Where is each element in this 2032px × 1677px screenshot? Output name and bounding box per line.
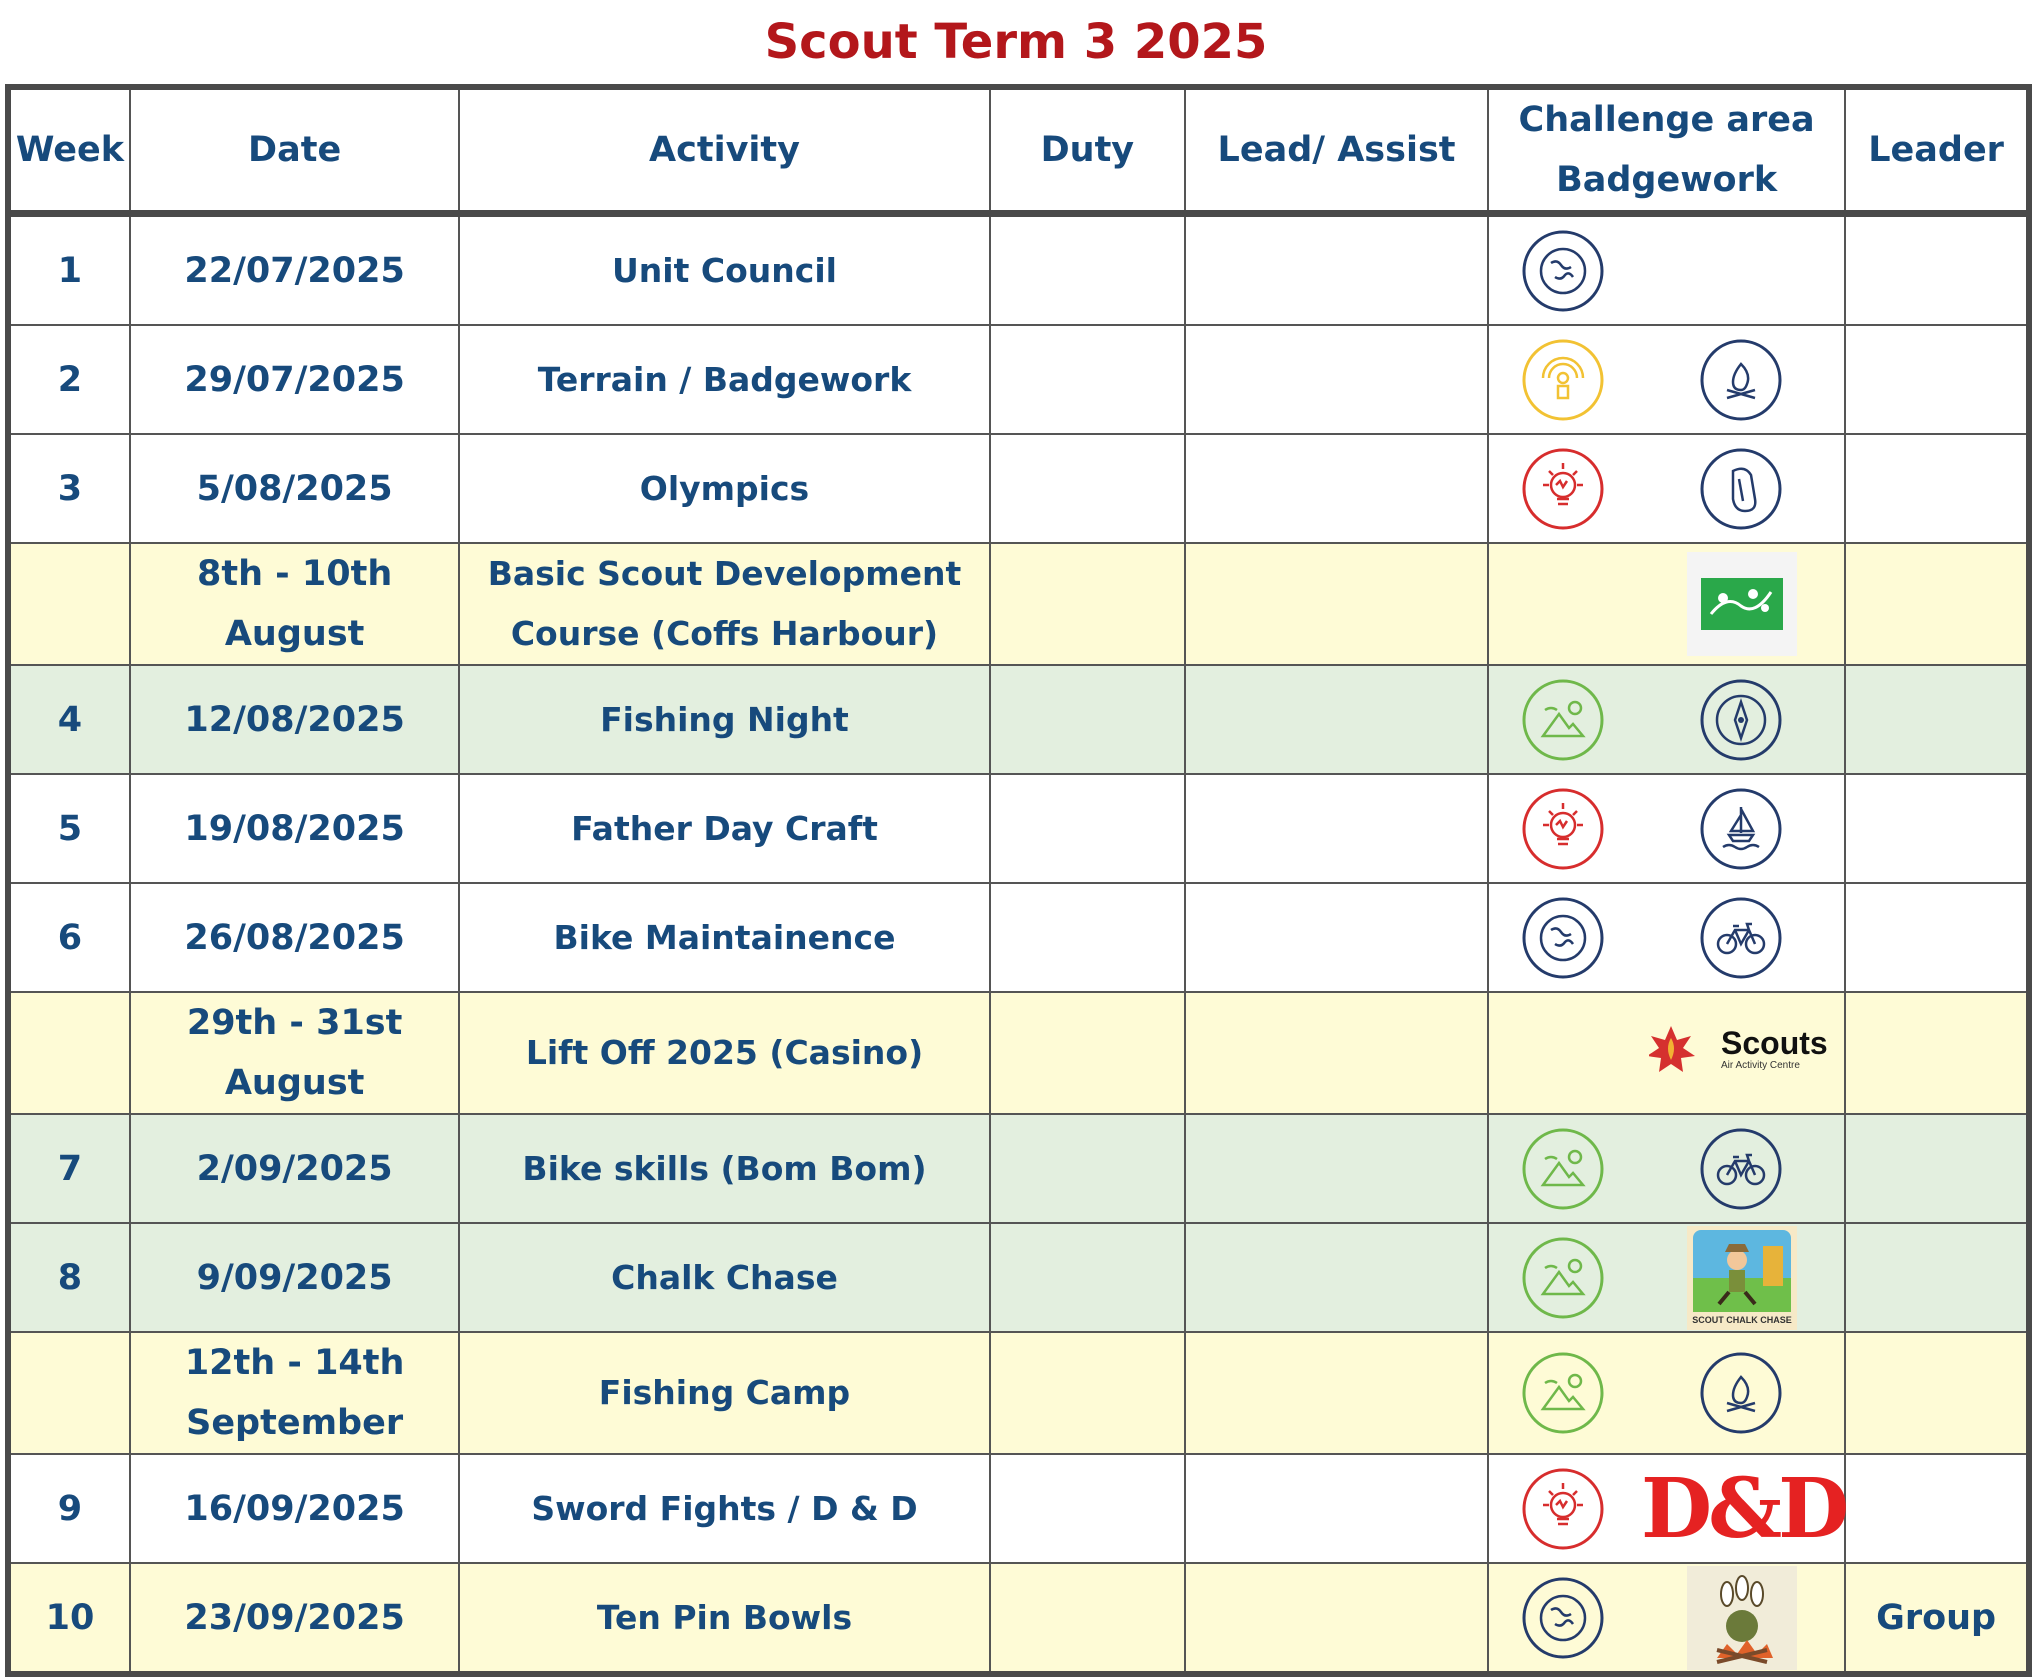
challenge-badge-cell [1488, 774, 1845, 883]
week-cell [8, 992, 130, 1114]
activity-cell-text: Bike Maintainence [553, 917, 896, 957]
badge-slot-1 [1521, 1467, 1605, 1551]
duty-cell [990, 1332, 1185, 1454]
date-cell [130, 1223, 459, 1332]
week-cell-text: 3 [57, 468, 83, 509]
week-cell [8, 543, 130, 665]
outdoors-mountain-icon [1521, 1236, 1605, 1320]
badge-slot-1 [1521, 1576, 1605, 1660]
date-cell [130, 543, 459, 665]
week-cell-text: 1 [57, 250, 83, 291]
lead-assist-cell [1185, 1114, 1488, 1223]
badge-slot-2 [1699, 447, 1783, 531]
table-row [8, 1563, 2029, 1674]
week-cell [8, 1223, 130, 1332]
outdoors-mountain-icon [1521, 1351, 1605, 1435]
badge-slot-2 [1699, 1127, 1783, 1211]
challenge-badge-cell [1488, 1563, 1845, 1674]
badge-slot-1 [1521, 1351, 1605, 1435]
table-row [8, 434, 2029, 543]
leader-cell [1845, 543, 2029, 665]
activity-cell-text: Father Day Craft [571, 808, 878, 848]
scouts-logo-subtext: Air Activity Centre [1721, 1060, 1800, 1071]
badge-slot-2 [1699, 678, 1783, 762]
badge-slot-1 [1521, 1127, 1605, 1211]
table-row [8, 1454, 2029, 1563]
date-cell [130, 434, 459, 543]
date-cell [130, 665, 459, 774]
badge-slot-1 [1521, 787, 1605, 871]
badge-group [1489, 666, 1844, 773]
duty-cell [990, 992, 1185, 1114]
week-cell [8, 1563, 130, 1674]
week-cell-text: 8 [57, 1257, 83, 1298]
activity-cell [459, 1454, 989, 1563]
green-flag-logo [1687, 552, 1797, 656]
header-duty: Duty [990, 87, 1185, 214]
table-row [8, 992, 2029, 1114]
week-cell [8, 434, 130, 543]
activity-cell-text: Sword Fights / D & D [531, 1488, 918, 1528]
lead-assist-cell [1185, 543, 1488, 665]
date-cell [130, 774, 459, 883]
table-row [8, 774, 2029, 883]
header-activity: Activity [459, 87, 989, 214]
table-row [8, 1223, 2029, 1332]
community-icon [1521, 896, 1605, 980]
week-cell [8, 1114, 130, 1223]
badge-slot-1 [1521, 229, 1605, 313]
personal-growth-icon [1521, 338, 1605, 422]
date-cell [130, 1114, 459, 1223]
badge-slot-1 [1521, 896, 1605, 980]
activity-cell-text: Fishing Night [600, 699, 849, 739]
activity-cell-text: Fishing Camp [598, 1373, 851, 1412]
badge-group [1489, 326, 1844, 433]
badge-slot-1 [1521, 338, 1605, 422]
badge-group [1489, 1455, 1844, 1562]
lead-assist-cell [1185, 214, 1488, 326]
date-cell-text: 2/09/2025 [196, 1148, 393, 1189]
date-cell [130, 214, 459, 326]
activity-cell [459, 214, 989, 326]
activity-cell-text: Bike skills (Bom Bom) [522, 1148, 927, 1188]
activity-cell [459, 434, 989, 543]
table-row [8, 325, 2029, 434]
duty-cell [990, 1114, 1185, 1223]
week-cell [8, 214, 130, 326]
campfire-icon [1699, 338, 1783, 422]
challenge-badge-cell [1488, 434, 1845, 543]
challenge-badge-cell [1488, 1332, 1845, 1454]
activity-cell [459, 1223, 989, 1332]
badge-group [1489, 217, 1844, 324]
sailboat-icon [1699, 787, 1783, 871]
outdoors-mountain-icon [1521, 1127, 1605, 1211]
leader-cell [1845, 774, 2029, 883]
leader-cell [1845, 1114, 2029, 1223]
bicycle-icon [1699, 1127, 1783, 1211]
activity-cell-text: Olympics [639, 468, 810, 508]
date-cell-text: 5/08/2025 [196, 468, 393, 509]
activity-cell-text: Chalk Chase [611, 1257, 838, 1297]
duty-cell [990, 1563, 1185, 1674]
date-cell-text: 9/09/2025 [196, 1257, 393, 1298]
date-cell-text: 23/09/2025 [184, 1597, 405, 1638]
week-cell [8, 883, 130, 992]
duty-cell [990, 883, 1185, 992]
outdoors-mountain-icon [1521, 678, 1605, 762]
challenge-badge-cell [1488, 1114, 1845, 1223]
duty-cell [990, 665, 1185, 774]
week-cell-text: 5 [57, 808, 83, 849]
lead-assist-cell [1185, 1332, 1488, 1454]
lead-assist-cell [1185, 883, 1488, 992]
activity-cell [459, 992, 989, 1114]
badge-slot-1 [1521, 447, 1605, 531]
community-icon [1521, 1576, 1605, 1660]
badge-slot-2 [1699, 787, 1783, 871]
week-cell [8, 1332, 130, 1454]
duty-cell [990, 543, 1185, 665]
chalk-chase-logo [1687, 1226, 1797, 1330]
date-cell-text: 29th - 31st [186, 1003, 403, 1043]
leader-cell [1845, 1332, 2029, 1454]
activity-cell [459, 325, 989, 434]
leader-cell [1845, 214, 2029, 326]
lead-assist-cell [1185, 325, 1488, 434]
activity-cell [459, 543, 989, 665]
date-cell-text: 22/07/2025 [184, 250, 405, 291]
carabiner-icon [1699, 447, 1783, 531]
dnd-logo [1641, 1460, 1846, 1557]
date-cell-text: 8th - 10th August [196, 554, 393, 654]
header-challenge-line2: Badgework [1556, 160, 1778, 200]
schedule-table [5, 84, 2032, 1677]
challenge-badge-cell [1488, 325, 1845, 434]
activity-cell-text: Unit Council [612, 250, 837, 290]
bowling-logo [1687, 1566, 1797, 1670]
date-cell [130, 883, 459, 992]
week-cell-text: 7 [57, 1148, 83, 1189]
activity-cell-text: Course (Coffs Harbour) [510, 614, 939, 653]
scouts-logo [1649, 1018, 1839, 1088]
week-cell [8, 774, 130, 883]
date-cell-text: August [224, 1063, 365, 1103]
leader-cell [1845, 665, 2029, 774]
week-cell [8, 665, 130, 774]
creative-lightbulb-icon [1521, 1467, 1605, 1551]
duty-cell [990, 214, 1185, 326]
activity-cell [459, 1114, 989, 1223]
leader-cell [1845, 1454, 2029, 1563]
scouts-logo-text: Scouts [1721, 1025, 1828, 1061]
week-cell [8, 325, 130, 434]
week-cell-text: 10 [45, 1597, 95, 1638]
badge-slot-2 [1699, 896, 1783, 980]
badge-slot-2 [1699, 1351, 1783, 1435]
badge-slot-1 [1521, 1236, 1605, 1320]
table-row [8, 543, 2029, 665]
header-challenge-line1: Challenge area [1518, 100, 1815, 140]
badge-group [1489, 1564, 1844, 1671]
lead-assist-cell [1185, 1454, 1488, 1563]
activity-cell [459, 774, 989, 883]
date-cell [130, 992, 459, 1114]
table-row [8, 1114, 2029, 1223]
badge-group [1489, 1000, 1844, 1107]
lead-assist-cell [1185, 992, 1488, 1114]
challenge-badge-cell [1488, 214, 1845, 326]
duty-cell [990, 1454, 1185, 1563]
week-cell-text: 4 [57, 699, 83, 740]
header-lead-assist: Lead/ Assist [1185, 87, 1488, 214]
date-cell [130, 325, 459, 434]
date-cell-text: 16/09/2025 [184, 1488, 405, 1529]
header-challenge-area [1488, 87, 1845, 214]
creative-lightbulb-icon [1521, 447, 1605, 531]
activity-cell [459, 1332, 989, 1454]
leader-cell [1845, 992, 2029, 1114]
leader-cell [1845, 325, 2029, 434]
badge-group [1489, 1224, 1844, 1331]
lead-assist-cell [1185, 1563, 1488, 1674]
badge-group [1489, 1115, 1844, 1222]
challenge-badge-cell [1488, 1454, 1845, 1563]
badge-group [1489, 884, 1844, 991]
table-row [8, 665, 2029, 774]
community-icon [1521, 229, 1605, 313]
date-cell [130, 1563, 459, 1674]
duty-cell [990, 434, 1185, 543]
badge-group [1489, 1340, 1844, 1447]
leader-cell [1845, 1223, 2029, 1332]
chalk-chase-logo-text: SCOUT CHALK CHASE [1692, 1314, 1792, 1325]
activity-cell [459, 665, 989, 774]
duty-cell [990, 325, 1185, 434]
challenge-badge-cell [1488, 543, 1845, 665]
table-row [8, 1332, 2029, 1454]
week-cell-text: 6 [57, 917, 83, 958]
activity-cell-text: Basic Scout Development [487, 554, 962, 593]
duty-cell [990, 1223, 1185, 1332]
activity-cell-text: Terrain / Badgework [537, 359, 912, 399]
header-week: Week [8, 87, 130, 214]
week-cell-text: 9 [57, 1488, 83, 1529]
lead-assist-cell [1185, 434, 1488, 543]
header-leader: Leader [1845, 87, 2029, 214]
week-cell [8, 1454, 130, 1563]
challenge-badge-cell [1488, 665, 1845, 774]
header-row [8, 87, 2029, 214]
badge-slot-1 [1521, 678, 1605, 762]
leader-cell [1845, 1563, 2029, 1674]
date-cell-text: 12th - 14th [184, 1343, 405, 1383]
campfire-icon [1699, 1351, 1783, 1435]
week-cell-text: 2 [57, 359, 83, 400]
leader-cell-text: Group [1876, 1597, 1997, 1638]
activity-cell [459, 1563, 989, 1674]
lead-assist-cell [1185, 774, 1488, 883]
leader-cell [1845, 434, 2029, 543]
compass-icon [1699, 678, 1783, 762]
date-cell-text: 19/08/2025 [184, 808, 405, 849]
badge-group [1489, 775, 1844, 882]
lead-assist-cell [1185, 665, 1488, 774]
page-title: Scout Term 3 2025 [764, 14, 1268, 70]
date-cell-text: 29/07/2025 [184, 359, 405, 400]
bicycle-icon [1699, 896, 1783, 980]
challenge-badge-cell [1488, 992, 1845, 1114]
badge-group [1489, 551, 1844, 658]
table-row [8, 883, 2029, 992]
table-row [8, 214, 2029, 326]
leader-cell [1845, 883, 2029, 992]
duty-cell [990, 774, 1185, 883]
badge-slot-2 [1699, 338, 1783, 422]
date-cell [130, 1454, 459, 1563]
challenge-badge-cell [1488, 1223, 1845, 1332]
date-cell-text: 12/08/2025 [184, 699, 405, 740]
activity-cell-text: Ten Pin Bowls [596, 1597, 853, 1637]
creative-lightbulb-icon [1521, 787, 1605, 871]
header-date: Date [130, 87, 459, 214]
badge-group [1489, 435, 1844, 542]
activity-cell-text: Lift Off 2025 (Casino) [525, 1033, 924, 1072]
date-cell-text: 26/08/2025 [184, 917, 405, 958]
activity-cell [459, 883, 989, 992]
lead-assist-cell [1185, 1223, 1488, 1332]
date-cell [130, 1332, 459, 1454]
date-cell-text: September [186, 1403, 404, 1443]
dnd-logo-text: D&D [1641, 1460, 1846, 1557]
challenge-badge-cell [1488, 883, 1845, 992]
